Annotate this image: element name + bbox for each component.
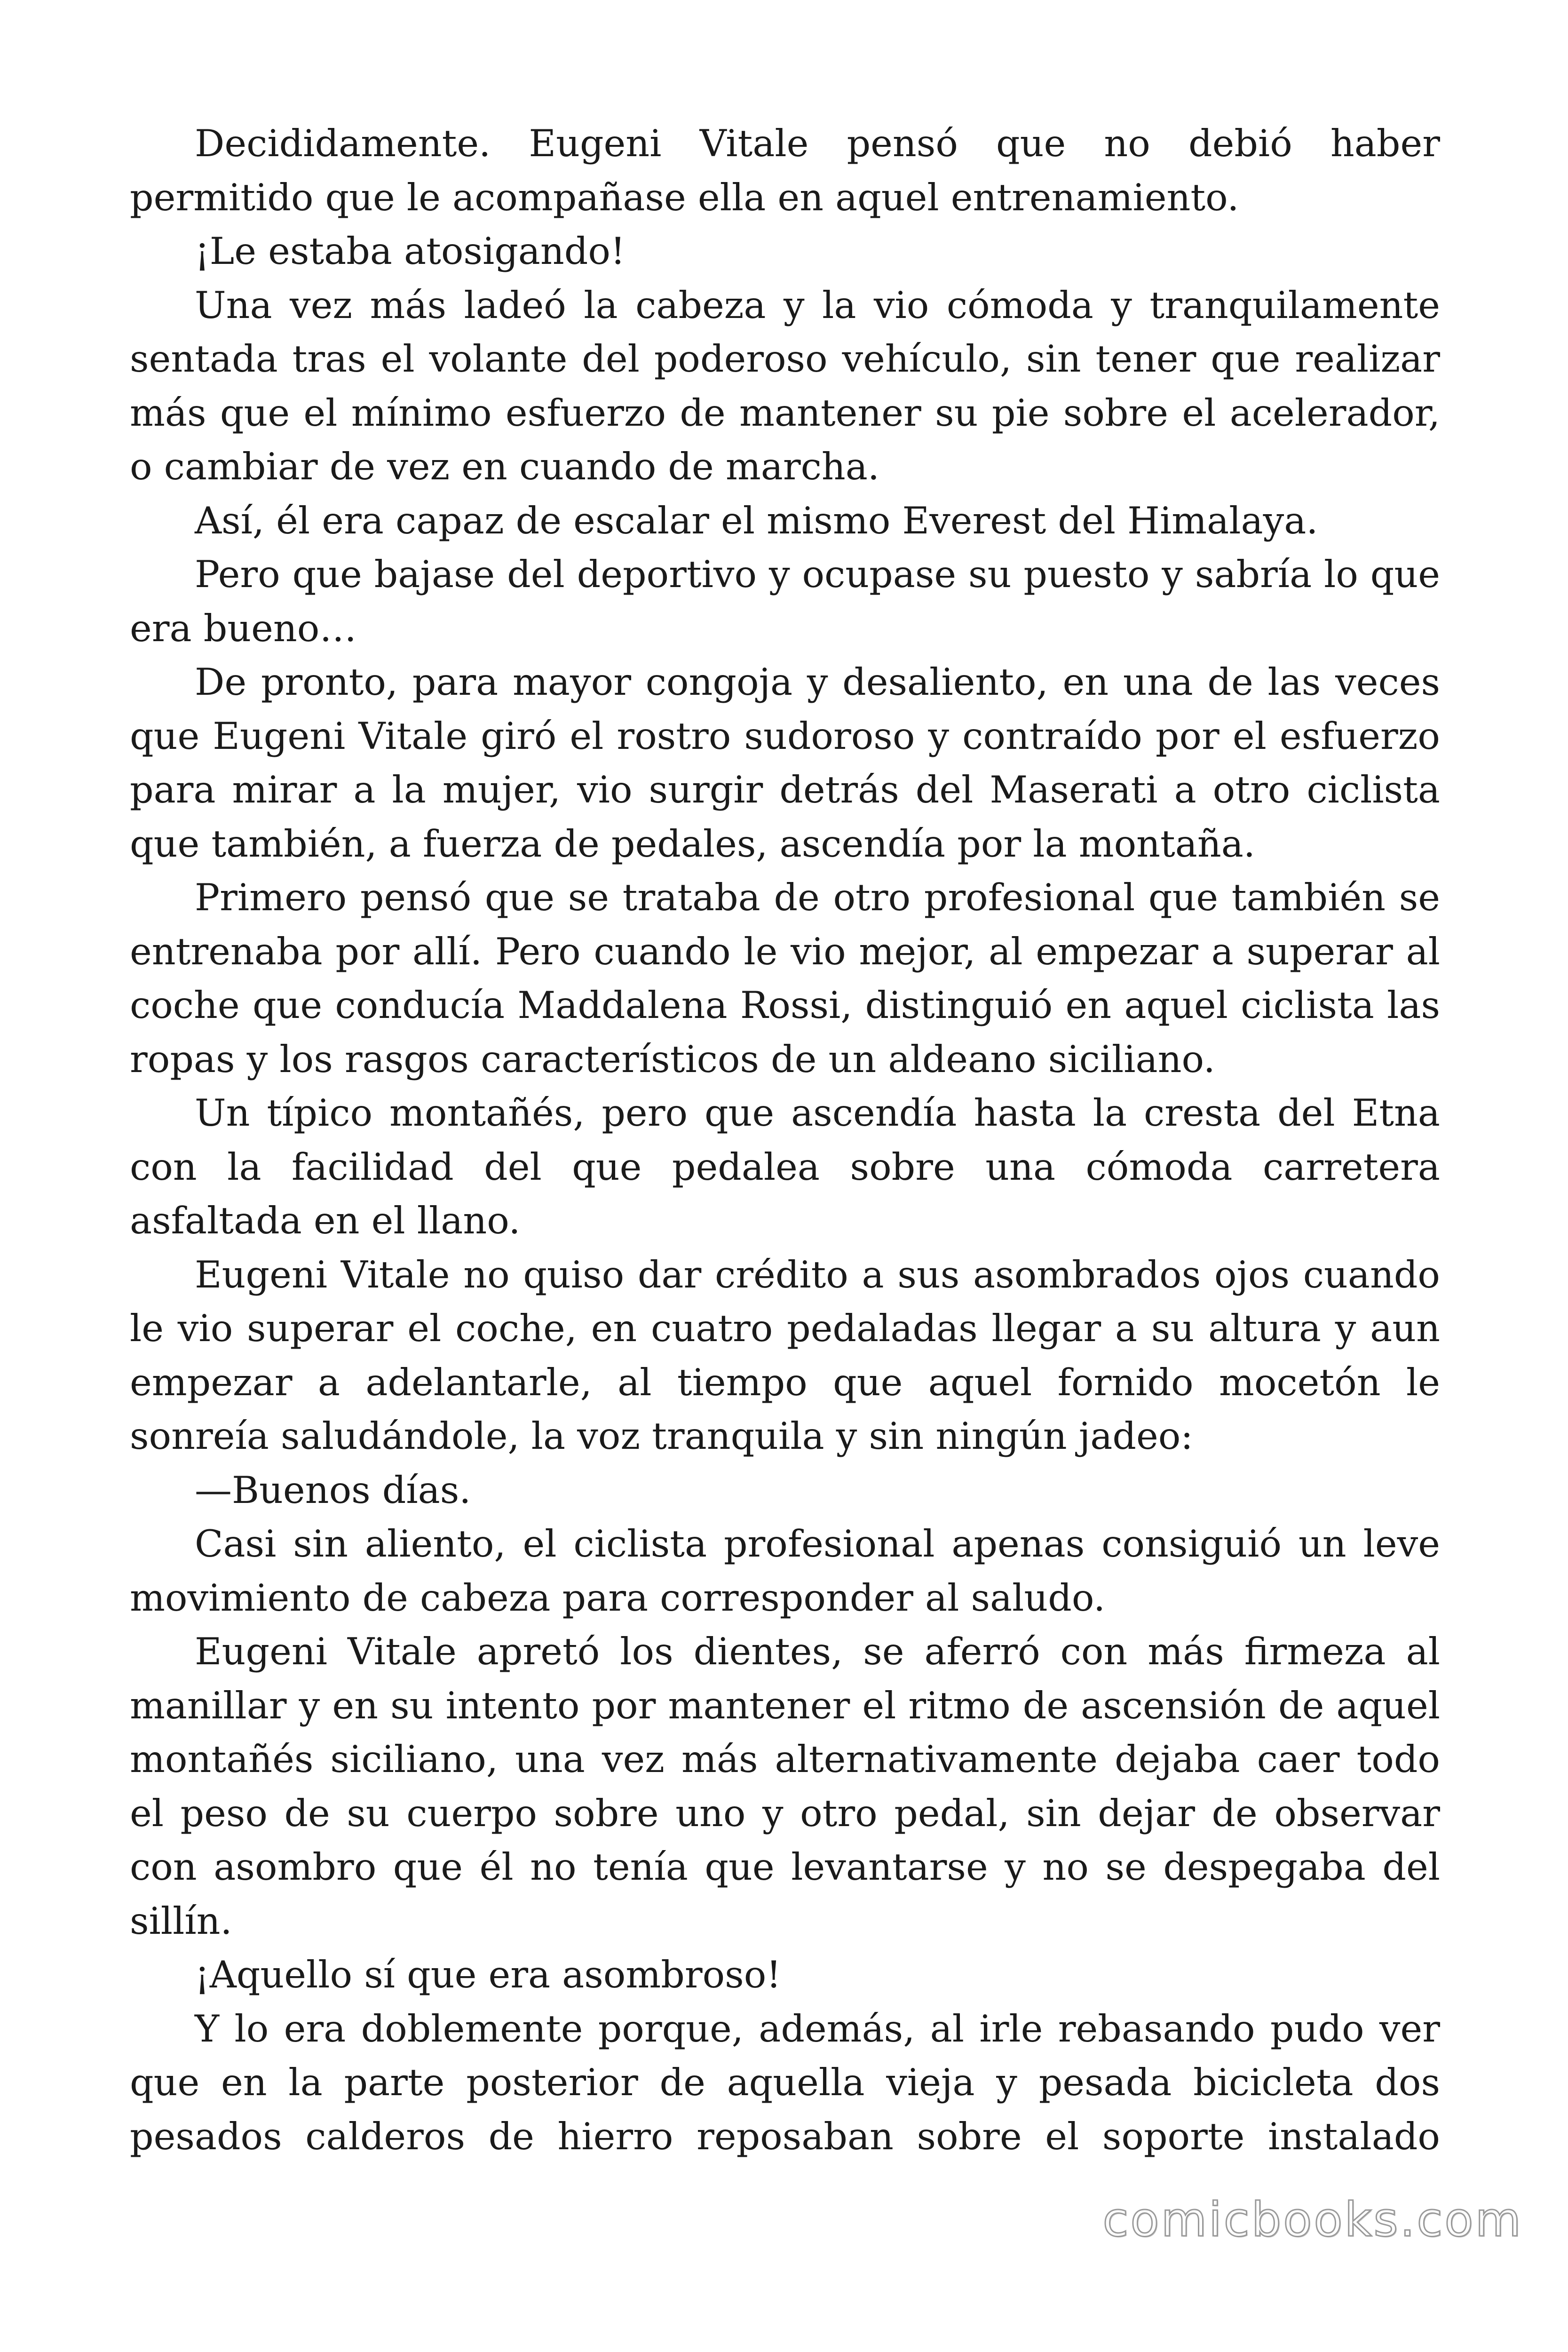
paragraph: Primero pensó que se trataba de otro profesional que también se entrenaba por allí. Pero cuando le vio mejor, al empezar a superar al coche que conducía Maddalena Rossi, distinguió en aquel ciclista las ropas y los rasgos característicos de un aldeano siciliano. bbox=[130, 876, 1440, 1081]
paragraph: Así, él era capaz de escalar el mismo Everest del Himalaya. bbox=[195, 499, 1318, 542]
body-text bbox=[130, 117, 1440, 2163]
paragraph: Una vez más ladeó la cabeza y la vio cómoda y tranquilamente sentada tras el volante del poderoso vehículo, sin tener que realizar más que el mínimo esfuerzo de mantener su pie sobre el acelerador, o cambiar de vez en cuando de marcha. bbox=[130, 283, 1440, 488]
paragraph: ¡Aquello sí que era asombroso! bbox=[195, 1953, 782, 1996]
paragraph: Pero que bajase del deportivo y ocupase su puesto y sabría lo que era bueno… bbox=[130, 553, 1440, 650]
paragraph: Casi sin aliento, el ciclista profesional apenas consiguió un leve movimiento de cabeza para corresponder al saludo. bbox=[130, 1522, 1440, 1620]
watermark: comicbooks.com bbox=[1102, 2192, 1523, 2247]
paragraph: Eugeni Vitale no quiso dar crédito a sus asombrados ojos cuando le vio superar el coche, en cuatro pedaladas llegar a su altura y aun empezar a adelantarle, al tiempo que aquel fornido mocetón le sonreía saludándole, la voz tranquila y sin ningún jadeo: bbox=[130, 1253, 1440, 1458]
paragraph: Eugeni Vitale apretó los dientes, se aferró con más firmeza al manillar y en su intento por mantener el ritmo de ascensión de aquel montañés siciliano, una vez más alternativamente dejaba caer todo el peso de su cuerpo sobre uno y otro pedal, sin dejar de observar con asombro que él no tenía que levantarse y no se despegaba del sillín. bbox=[130, 1630, 1440, 1943]
paragraph: Y lo era doblemente porque, además, al irle rebasando pudo ver que en la parte posterior de aquella vieja y pesada bicicleta dos pesados calderos de hierro reposaban sobre el soporte instalado bbox=[130, 2007, 1440, 2158]
paragraph: ¡Le estaba atosigando! bbox=[195, 230, 626, 273]
paragraph: Decididamente. Eugeni Vitale pensó que no debió haber permitido que le acompañase ella en aquel entrenamiento. bbox=[130, 122, 1440, 219]
paragraph: De pronto, para mayor congoja y desaliento, en una de las veces que Eugeni Vitale giró el rostro sudoroso y contraído por el esfuerzo para mirar a la mujer, vio surgir detrás del Maserati a otro ciclista que también, a fuerza de pedales, ascendía por la montaña. bbox=[130, 660, 1440, 866]
paragraph: Un típico montañés, pero que ascendía hasta la cresta del Etna con la facilidad del que pedalea sobre una cómoda carretera asfaltada en el llano. bbox=[130, 1091, 1440, 1242]
paragraph: —Buenos días. bbox=[195, 1468, 471, 1512]
